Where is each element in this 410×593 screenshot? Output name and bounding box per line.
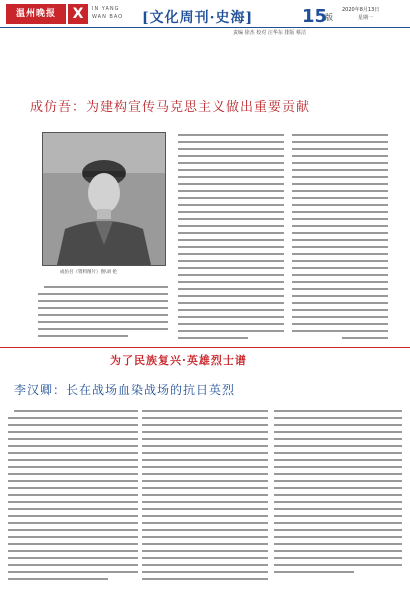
page-unit: 版: [325, 13, 333, 22]
article2-text-column-2: [142, 408, 268, 588]
article2-text-column-3: [274, 408, 402, 588]
banner-rule: [0, 347, 410, 348]
portrait-photo: [42, 132, 166, 266]
editor-credits: 责编 徐杰 校对 汪华东 排版 蔡洁: [233, 30, 306, 36]
newspaper-logo: 温州晚报: [6, 4, 66, 24]
series-banner: 为了民族复兴·英雄烈士谱: [110, 354, 247, 367]
logo-letter: X: [68, 4, 88, 24]
article1-text-column-2: [178, 132, 284, 342]
photo-caption: 成仿吾（资料图片）图\刘 伦: [60, 270, 117, 275]
page-number: 15: [302, 6, 328, 27]
issue-date: 2020年8月13日: [342, 7, 380, 13]
article1-text-column-1: [38, 284, 168, 342]
article2-title: 李汉卿：长在战场血染战场的抗日英烈: [14, 383, 236, 397]
logo-pinyin-line2: WAN BAO: [92, 14, 124, 20]
article1-text-column-3: [292, 132, 388, 342]
logo-pinyin: [92, 5, 123, 21]
section-title: [文化周刊·史海]: [142, 10, 254, 26]
issue-weekday: 星期一: [358, 15, 374, 21]
article2-text-column-1: [8, 408, 138, 588]
logo-pinyin-line1: IN YANG: [92, 6, 120, 12]
header-rule: [0, 27, 410, 40]
portrait-illustration: [43, 133, 165, 265]
article1-title: 成仿吾：为建构宣传马克思主义做出重要贡献: [30, 100, 311, 115]
